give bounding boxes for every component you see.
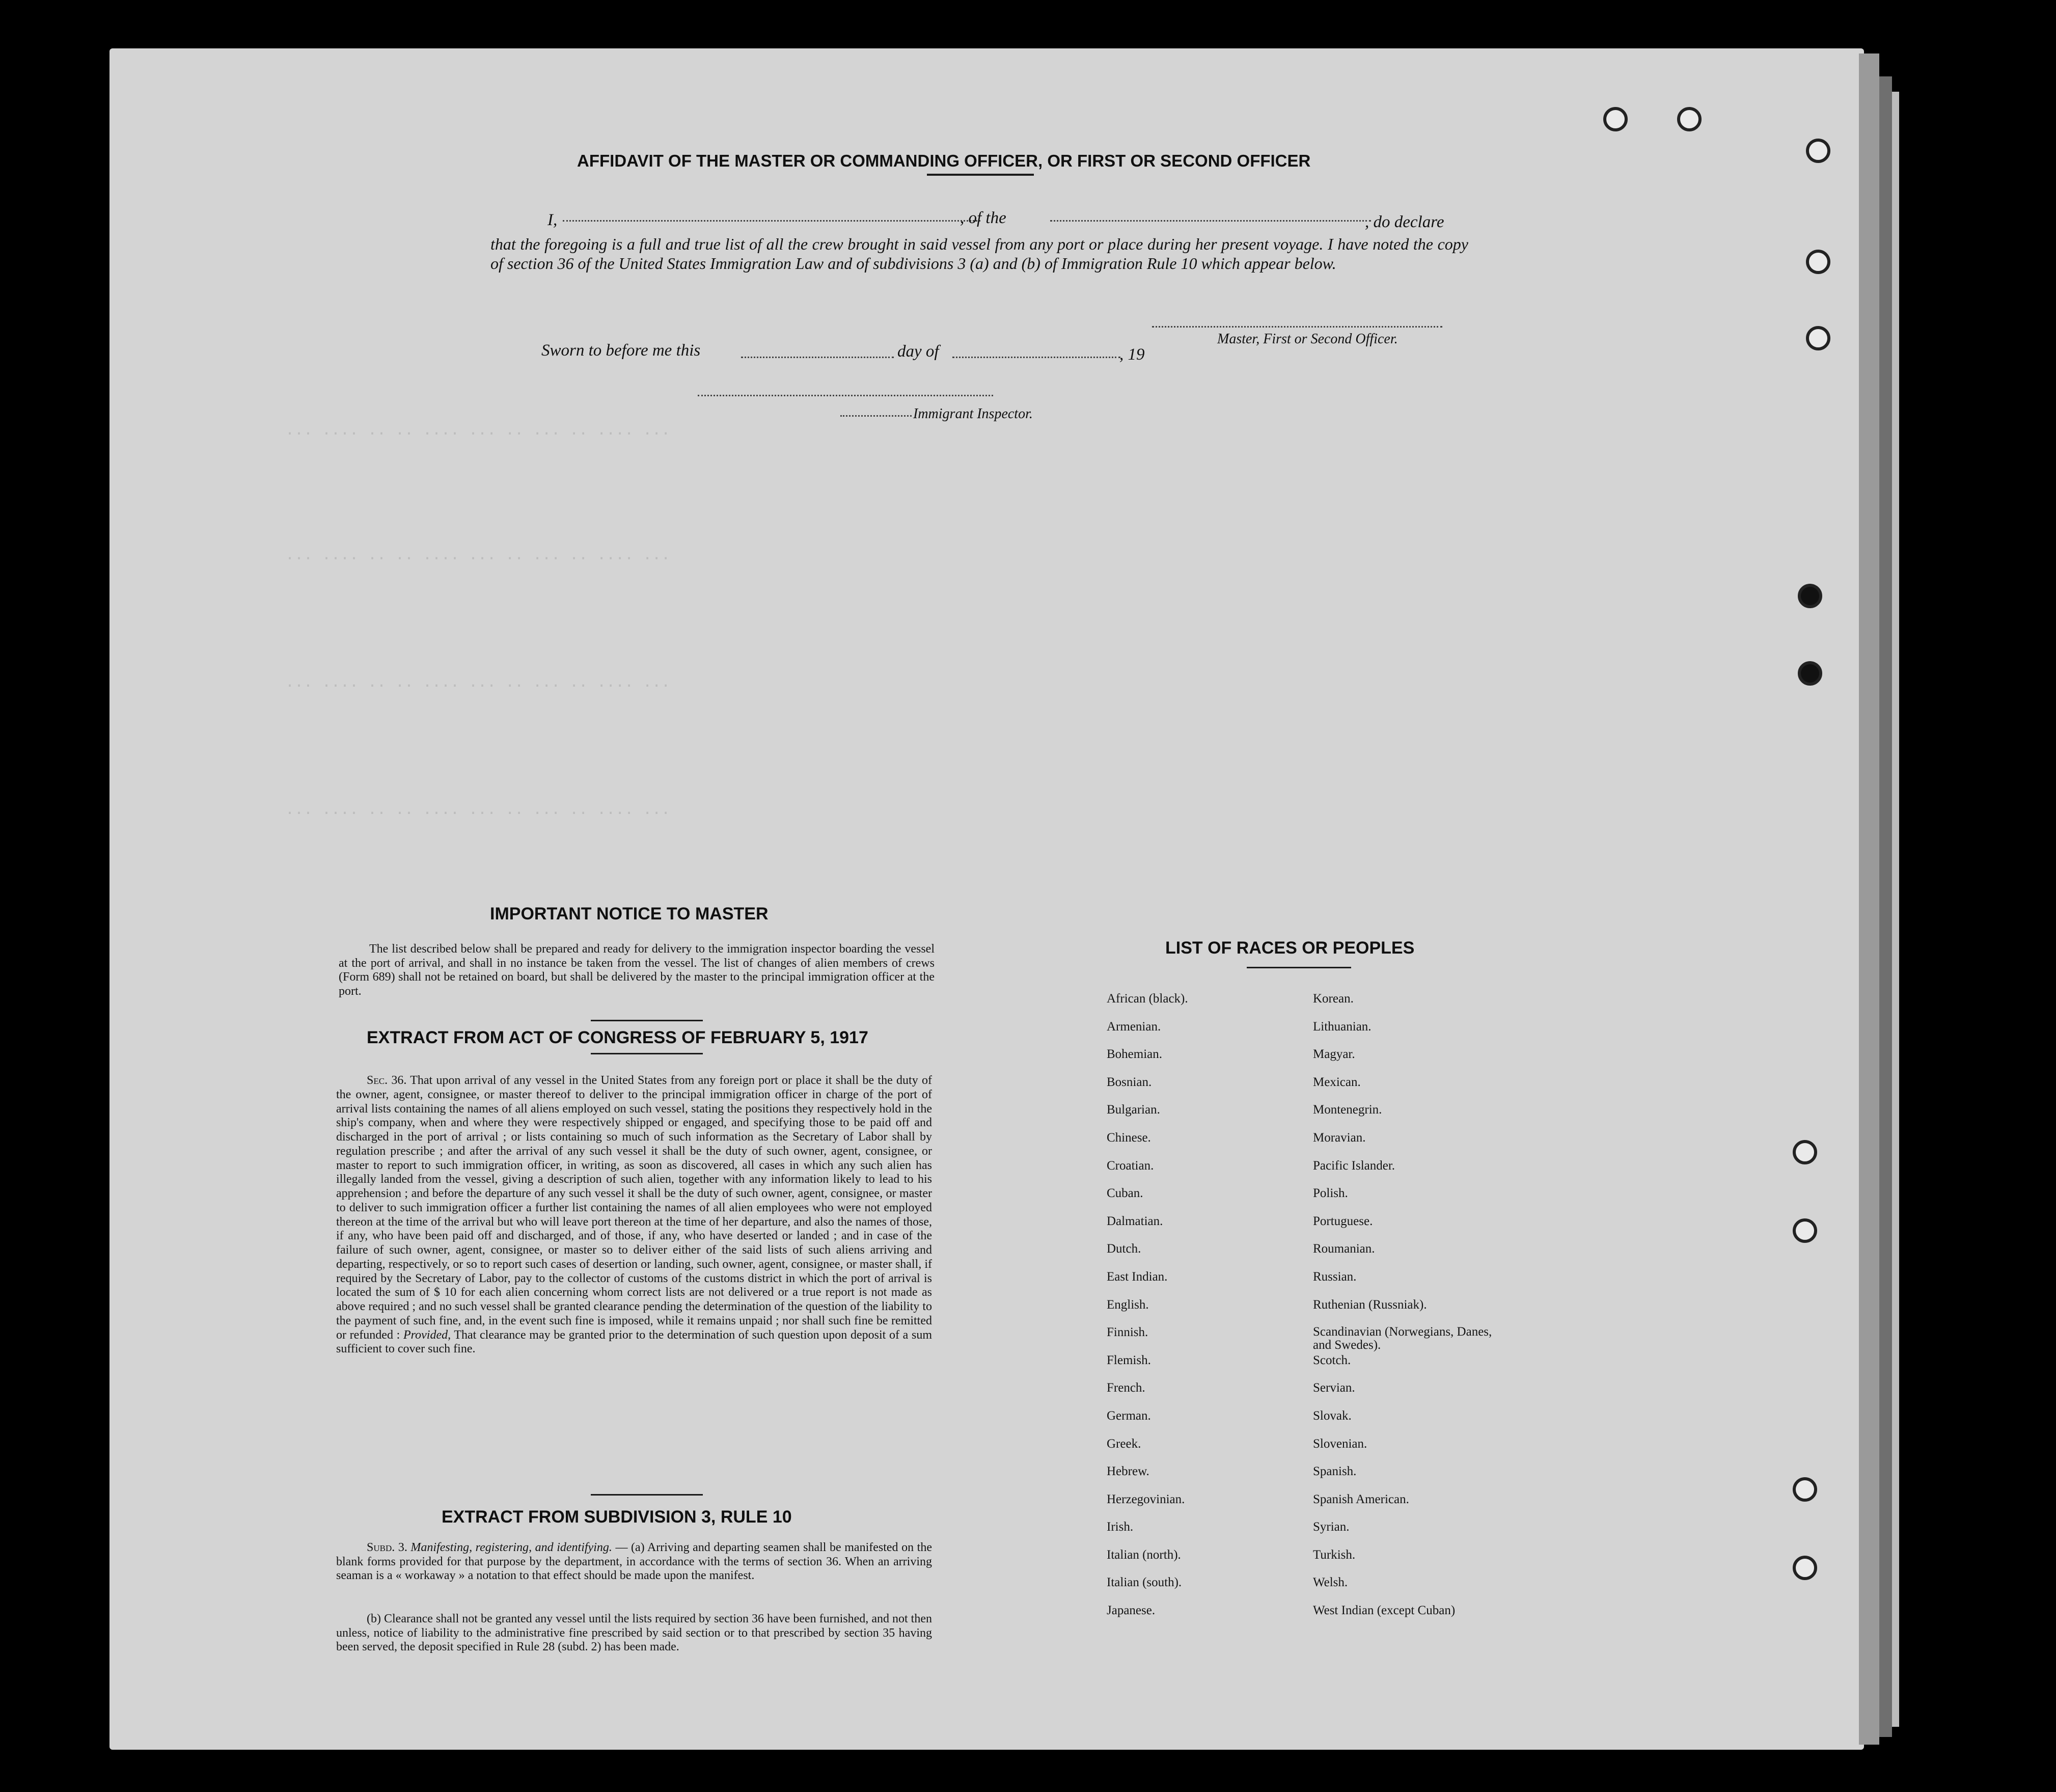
sworn-day-field[interactable]	[741, 357, 894, 358]
act-extract-body	[336, 1074, 932, 1356]
year-label: , 19	[1119, 345, 1145, 364]
section-label: Sec. 36.	[367, 1074, 407, 1087]
name-field[interactable]	[563, 220, 980, 222]
race-right-item: Polish.	[1313, 1186, 1348, 1201]
race-right-item: Turkish.	[1313, 1547, 1356, 1562]
race-right-item: Scotch.	[1313, 1353, 1351, 1367]
race-left-item: Dutch.	[1107, 1242, 1141, 1256]
page-edge	[1879, 76, 1892, 1737]
do-declare-label: , do declare	[1365, 213, 1444, 231]
title-rule	[927, 174, 1034, 176]
race-left-item: Herzegovinian.	[1107, 1492, 1185, 1506]
act-extract-title: EXTRACT FROM ACT OF CONGRESS OF FEBRUARY 5, 1917	[367, 1028, 868, 1047]
signature-caption: Master, First or Second Officer.	[1217, 331, 1398, 347]
race-right-item: Russian.	[1313, 1269, 1357, 1284]
race-left-item: German.	[1107, 1408, 1151, 1423]
race-right-item: Ruthenian (Russniak).	[1313, 1297, 1427, 1312]
section-36-text: That upon arrival of any vessel in the United States from any foreign port or place it shall be the duty of the owner, agent, consignee, or master thereof to deliver to the principal immigration officer in charge of the port of arrival lists containing the names of all aliens employed on such vessel, stating the positions they respectively hold in the ship's company, when and where they were respectively shipped or engaged, and specifying those to be paid off and discharged in the port of arrival ; or lists containing so much of such information as the Secretary of Labor shall by regulation prescribe ; and after the arrival of any such vessel it shall be the duty of such owner, agent, consignee, or master to report to such immigration officer, in writing, as soon as discovered, all cases in which any such alien has illegally landed from the vessel, giving a description of such alien, together with any information likely to lead to his apprehension ; and before the departure of any such vessel it shall be the duty of such owner, agent, consignee, or master to deliver to such immigration officer a further list containing the names of all alien employees who were not employed thereon at the time of the arrival but who will leave port thereon at the time of her departure, and also the names of those, if any, who have been paid off and discharged, and of those, if any, who have deserted or landed ; and in case of the failure of such owner, agent, consignee, or master so to deliver either of the said lists of such aliens arriving and departing, respectively, or so to report such cases of desertion or landing, such owner, agent, consignee, or master shall, if required by the Secretary of Labor, pay to the collector of customs of the customs district in which the port of arrival is located the sum of $ 10 for each alien concerning whom correct lists are not delivered or a true report is not made as above required ; and no such vessel shall be granted clearance pending the determination of the question of the liability to the payment of such fine, and, in the event such fine is imposed, while it remains unpaid ; nor shall such fine be remitted or refunded :	[336, 1074, 932, 1342]
race-left-item: Japanese.	[1107, 1604, 1156, 1618]
race-left-item: French.	[1107, 1381, 1145, 1395]
race-right-item: Montenegrin.	[1313, 1103, 1382, 1117]
proviso-text: That clearance may be granted prior to the determination of such question upon deposit of a sum sufficient to cover such fine.	[336, 1328, 932, 1356]
race-right-item: Slovak.	[1313, 1408, 1352, 1423]
race-right-item: Korean.	[1313, 992, 1354, 1006]
race-left-item: Bohemian.	[1107, 1047, 1163, 1062]
race-left-item: Croatian.	[1107, 1158, 1154, 1173]
race-left-item: Finnish.	[1107, 1325, 1148, 1340]
subd-label: Subd. 3.	[367, 1541, 407, 1554]
inspector-signature-line[interactable]	[698, 395, 993, 396]
rule-extract-title: EXTRACT FROM SUBDIVISION 3, RULE 10	[442, 1507, 792, 1527]
sworn-label: Sworn to before me this	[541, 341, 701, 360]
race-right-item: Servian.	[1313, 1381, 1355, 1395]
section-rule	[591, 1053, 703, 1054]
vessel-field[interactable]	[1050, 220, 1371, 222]
page-edge	[1859, 53, 1879, 1745]
section-rule	[1247, 967, 1351, 968]
race-left-item: Flemish.	[1107, 1353, 1151, 1367]
rule-extract-para-a	[336, 1541, 932, 1583]
race-left-item: Chinese.	[1107, 1130, 1151, 1145]
race-right-item: West Indian (except Cuban)	[1313, 1604, 1456, 1618]
punch-hole-icon	[1798, 661, 1822, 686]
section-rule	[591, 1494, 703, 1496]
proviso-label: Provided,	[403, 1328, 451, 1342]
section-rule	[591, 1020, 703, 1021]
punch-hole-icon	[1793, 1477, 1817, 1502]
race-left-item: African (black).	[1107, 992, 1188, 1006]
race-left-item: Italian (south).	[1107, 1576, 1182, 1590]
affidavit-title: AFFIDAVIT OF THE MASTER OR COMMANDING OFFICER, OR FIRST OR SECOND OFFICER	[577, 151, 1311, 170]
punch-hole-icon	[1603, 107, 1628, 131]
race-left-item: Italian (north).	[1107, 1547, 1181, 1562]
punch-hole-icon	[1793, 1218, 1817, 1243]
races-title: LIST OF RACES OR PEOPLES	[1165, 938, 1415, 958]
race-right-item: Moravian.	[1313, 1130, 1366, 1145]
race-left-item: Cuban.	[1107, 1186, 1143, 1201]
punch-hole-icon	[1806, 250, 1830, 274]
punch-hole-icon	[1793, 1556, 1817, 1580]
races-left-column	[1107, 992, 1321, 1632]
subd-heading: Manifesting, registering, and identifying.	[410, 1541, 612, 1554]
race-left-item: Armenian.	[1107, 1019, 1161, 1034]
of-the-label: , of the	[960, 209, 1006, 227]
race-left-item: Greek.	[1107, 1436, 1141, 1451]
inspector-dots	[840, 415, 912, 417]
inspector-caption: Immigrant Inspector.	[913, 406, 1033, 422]
race-left-item: East Indian.	[1107, 1269, 1168, 1284]
race-right-item: Pacific Islander.	[1313, 1158, 1395, 1173]
document-page	[109, 48, 1864, 1750]
sworn-month-field[interactable]	[952, 357, 1120, 358]
race-left-item: Dalmatian.	[1107, 1214, 1163, 1228]
day-of-label: day of	[897, 342, 939, 361]
race-right-item: Slovenian.	[1313, 1436, 1367, 1451]
notice-title: IMPORTANT NOTICE TO MASTER	[490, 904, 769, 924]
race-left-item: Hebrew.	[1107, 1464, 1149, 1479]
race-right-item: Scandinavian (Norwegians, Danes, and Swedes).	[1313, 1325, 1492, 1352]
para-a-text: — (a) Arriving and departing seamen shall be manifested on the blank forms provided for that purpose by the department, in accordance with the terms of section 36. When an arriving seaman is a « workaway » a notation to that effect should be made upon the manifest.	[336, 1541, 933, 1582]
punch-hole-icon	[1798, 584, 1822, 608]
race-right-item: Lithuanian.	[1313, 1019, 1372, 1034]
race-right-item: Portuguese.	[1313, 1214, 1373, 1228]
race-right-item: Syrian.	[1313, 1520, 1350, 1534]
punch-hole-icon	[1677, 107, 1702, 131]
race-left-item: Bulgarian.	[1107, 1103, 1160, 1117]
i-label: I,	[547, 211, 558, 229]
notice-body: The list described below shall be prepared and ready for delivery to the immigration inspector boarding the vessel at the port of arrival, and shall in no instance be taken from the vessel. The list of changes of alien members of crews (Form 689) shall not be retained on board, but shall be delivered by the master to the principal immigration officer at the port.	[339, 942, 935, 998]
page-edge	[1892, 92, 1899, 1727]
race-right-item: Spanish.	[1313, 1464, 1357, 1479]
punch-hole-icon	[1806, 139, 1830, 163]
affidavit-body: that the foregoing is a full and true list of all the crew brought in said vessel from any port or place during her present voyage. I have noted the copy of section 36 of the United States Immigration Law and of subdivisions 3 (a) and (b) of Immigration Rule 10 which appear below.	[490, 235, 1468, 273]
race-left-item: Irish.	[1107, 1520, 1134, 1534]
races-right-column	[1313, 992, 1496, 1632]
race-left-item: Bosnian.	[1107, 1075, 1152, 1089]
race-right-item: Magyar.	[1313, 1047, 1355, 1062]
punch-hole-icon	[1806, 326, 1830, 350]
signature-line[interactable]	[1152, 326, 1442, 328]
race-right-item: Welsh.	[1313, 1576, 1348, 1590]
race-right-item: Spanish American.	[1313, 1492, 1409, 1506]
race-left-item: English.	[1107, 1297, 1149, 1312]
race-right-item: Roumanian.	[1313, 1242, 1375, 1256]
rule-extract-para-b: (b) Clearance shall not be granted any vessel until the lists required by section 36 have been furnished, and not then unless, notice of liability to the administrative fine prescribed by said section or to that prescribed by section 35 having been served, the deposit specified in Rule 28 (subd. 2) has been made.	[336, 1612, 932, 1653]
punch-hole-icon	[1793, 1140, 1817, 1164]
race-right-item: Mexican.	[1313, 1075, 1361, 1089]
